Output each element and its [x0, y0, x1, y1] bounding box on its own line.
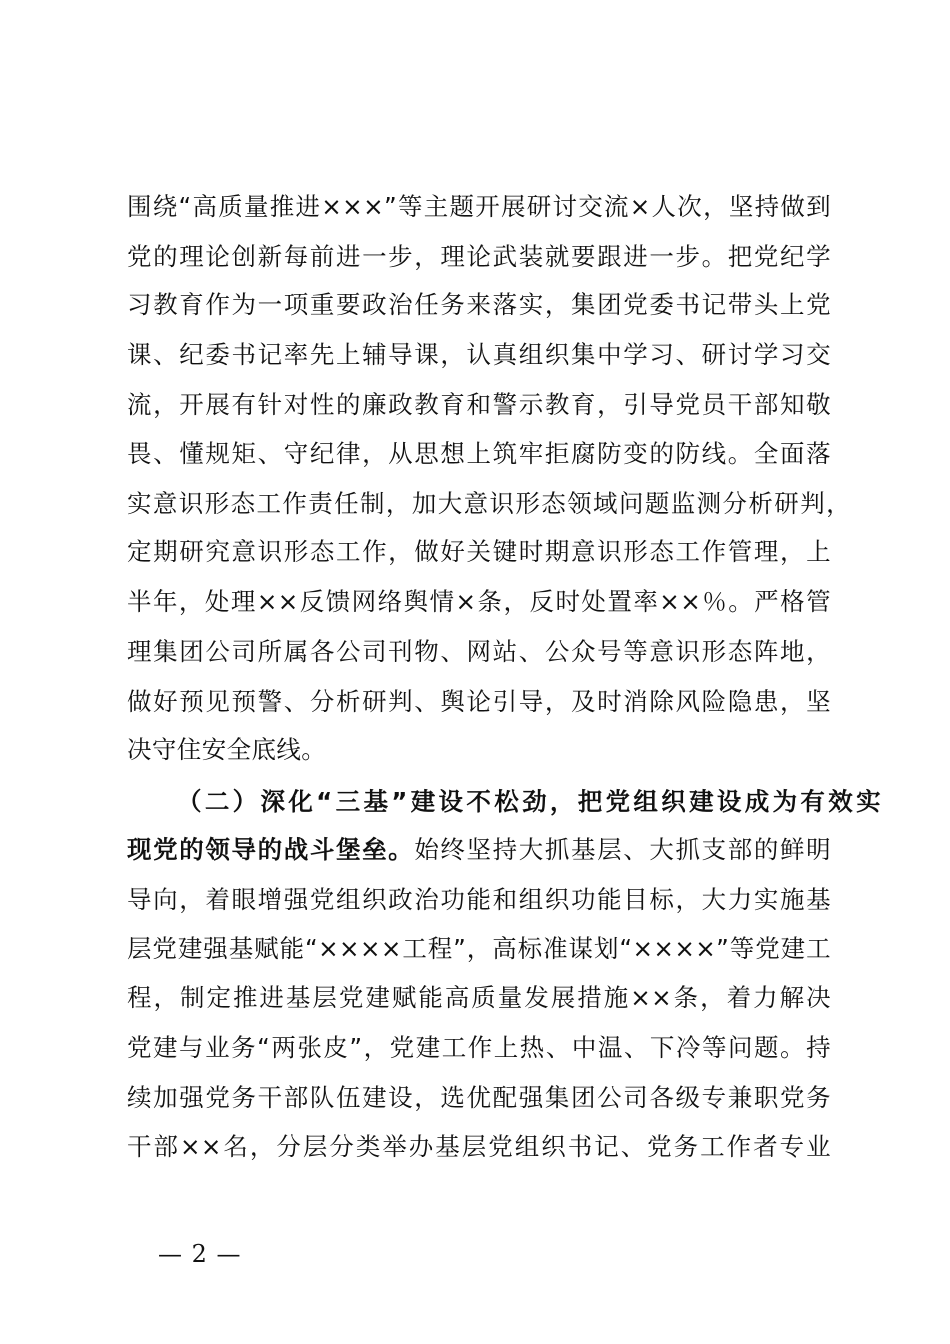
paragraph-line: 实意识形态工作责任制，加大意识形态领域问题监测分析研判， — [127, 489, 851, 518]
paragraph-line: 导向，着眼增强党组织政治功能和组织功能目标，大力实施基 — [127, 885, 831, 914]
paragraph-line: 党建与业务“两张皮”，党建工作上热、中温、下冷等问题。持 — [127, 1033, 831, 1062]
paragraph-text: 始终坚持大抓基层、大抓支部的鲜明 — [414, 835, 831, 864]
section-heading-end: 现党的领导的战斗堡垒。 — [127, 835, 415, 864]
paragraph-line: 畏、懂规矩、守纪律，从思想上筑牢拒腐防变的防线。全面落 — [127, 439, 831, 468]
paragraph-line: 理集团公司所属各公司刊物、网站、公众号等意识形态阵地， — [127, 637, 831, 666]
paragraph-line: 半年，处理××反馈网络舆情×条，反时处置率××％。严格管 — [127, 587, 831, 616]
paragraph-line: 程，制定推进基层党建赋能高质量发展措施××条，着力解决 — [127, 983, 831, 1012]
paragraph-line: 层党建强基赋能“××××工程”，高标准谋划“××××”等党建工 — [127, 934, 831, 963]
paragraph-line: 干部××名，分层分类举办基层党组织书记、党务工作者专业 — [127, 1132, 831, 1161]
paragraph-line: 围绕“高质量推进×××”等主题开展研讨交流×人次，坚持做到 — [127, 192, 831, 221]
paragraph-line: 定期研究意识形态工作，做好关键时期意识形态工作管理，上 — [127, 537, 831, 566]
paragraph-line: 流，开展有针对性的廉政教育和警示教育，引导党员干部知敬 — [127, 390, 831, 419]
section-heading: （二）深化“三基”建设不松劲，把党组织建设成为有效实 — [177, 787, 881, 816]
paragraph-line: 课、纪委书记率先上辅导课，认真组织集中学习、研讨学习交 — [127, 340, 831, 369]
paragraph-line: 习教育作为一项重要政治任务来落实，集团党委书记带头上党 — [127, 290, 831, 319]
paragraph-line: 做好预见预警、分析研判、舆论引导，及时消除风险隐患，坚 — [127, 687, 831, 716]
paragraph-line: 党的理论创新每前进一步，理论武装就要跟进一步。把党纪学 — [127, 242, 831, 271]
paragraph-line: 续加强党务干部队伍建设，选优配强集团公司各级专兼职党务 — [127, 1083, 831, 1112]
paragraph-line: 决守住安全底线。 — [127, 735, 327, 764]
section-heading-continuation — [127, 833, 831, 867]
page-number: — 2 — — [158, 1240, 242, 1268]
